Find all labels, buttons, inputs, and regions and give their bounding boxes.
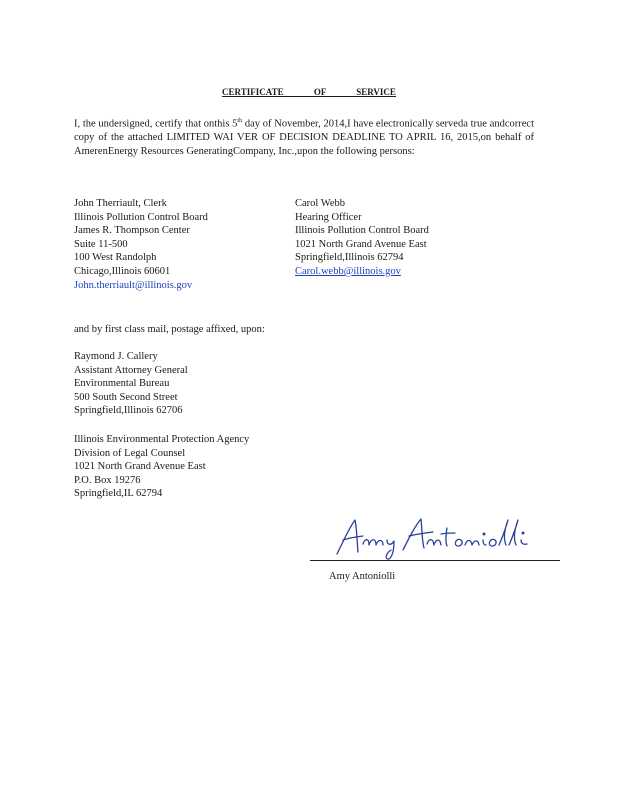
signature-image — [333, 514, 543, 560]
address-line: Hearing Officer — [295, 211, 362, 223]
email-link-clerk[interactable]: John.therriault@illinois.gov — [74, 279, 193, 291]
date-superscript: th — [237, 118, 243, 124]
address-line: Springfield,Illinois 62794 — [295, 252, 404, 264]
document-title — [0, 87, 618, 97]
address-line: Springfield,Illinois 62706 — [74, 405, 183, 417]
address-line: P.O. Box 19276 — [74, 474, 141, 486]
mail-intro-text: and by first class mail, postage affixed, upon: — [74, 324, 265, 335]
address-line: Raymond J. Callery — [74, 351, 158, 362]
address-line: Illinois Pollution Control Board — [74, 211, 208, 223]
signature-line — [310, 560, 560, 561]
title-text: CERTIFICATE OF SERVICE — [222, 87, 396, 97]
address-line: Chicago,Illinois 60601 — [74, 265, 171, 277]
address-line: Carol Webb — [295, 198, 345, 209]
address-line: 100 West Randolph — [74, 252, 157, 264]
recipient-block-attorney-general — [74, 350, 188, 418]
statement-part-1: I, the undersigned, certify that onthis 5 — [74, 118, 238, 130]
address-line: 1021 North Grand Avenue East — [295, 238, 427, 250]
address-line: Environmental Bureau — [74, 378, 170, 390]
address-line: Springfield,IL 62794 — [74, 488, 163, 500]
recipient-block-hearing-officer — [295, 197, 429, 279]
recipient-block-clerk — [74, 197, 208, 292]
statement-part-2: day of November, 2014,I have electronically serveda true andcorrect copy of the attached LIMITED WAI VER OF DECISION DEADLINE TO APRIL 16, 2015,on behalf of AmerenEnergy Resources GeneratingCompany, Inc.,upon the following persons: — [74, 118, 534, 157]
mail-intro — [74, 323, 265, 337]
address-line: 500 South Second Street — [74, 391, 178, 403]
address-line: Illinois Pollution Control Board — [295, 225, 429, 237]
address-line: Illinois Environmental Protection Agency — [74, 434, 250, 445]
address-line: John Therriault, Clerk — [74, 198, 167, 209]
address-line: Assistant Attorney General — [74, 364, 188, 376]
address-line: Division of Legal Counsel — [74, 447, 186, 459]
address-line: James R. Thompson Center — [74, 225, 190, 237]
service-statement — [74, 115, 534, 158]
address-line: Suite 11-500 — [74, 238, 128, 250]
recipient-block-epa — [74, 433, 249, 501]
address-line: 1021 North Grand Avenue East — [74, 461, 206, 473]
signer-name: Amy Antoniolli — [329, 571, 396, 582]
email-link-hearing-officer[interactable]: Carol.webb@illinois.gov — [295, 265, 401, 277]
